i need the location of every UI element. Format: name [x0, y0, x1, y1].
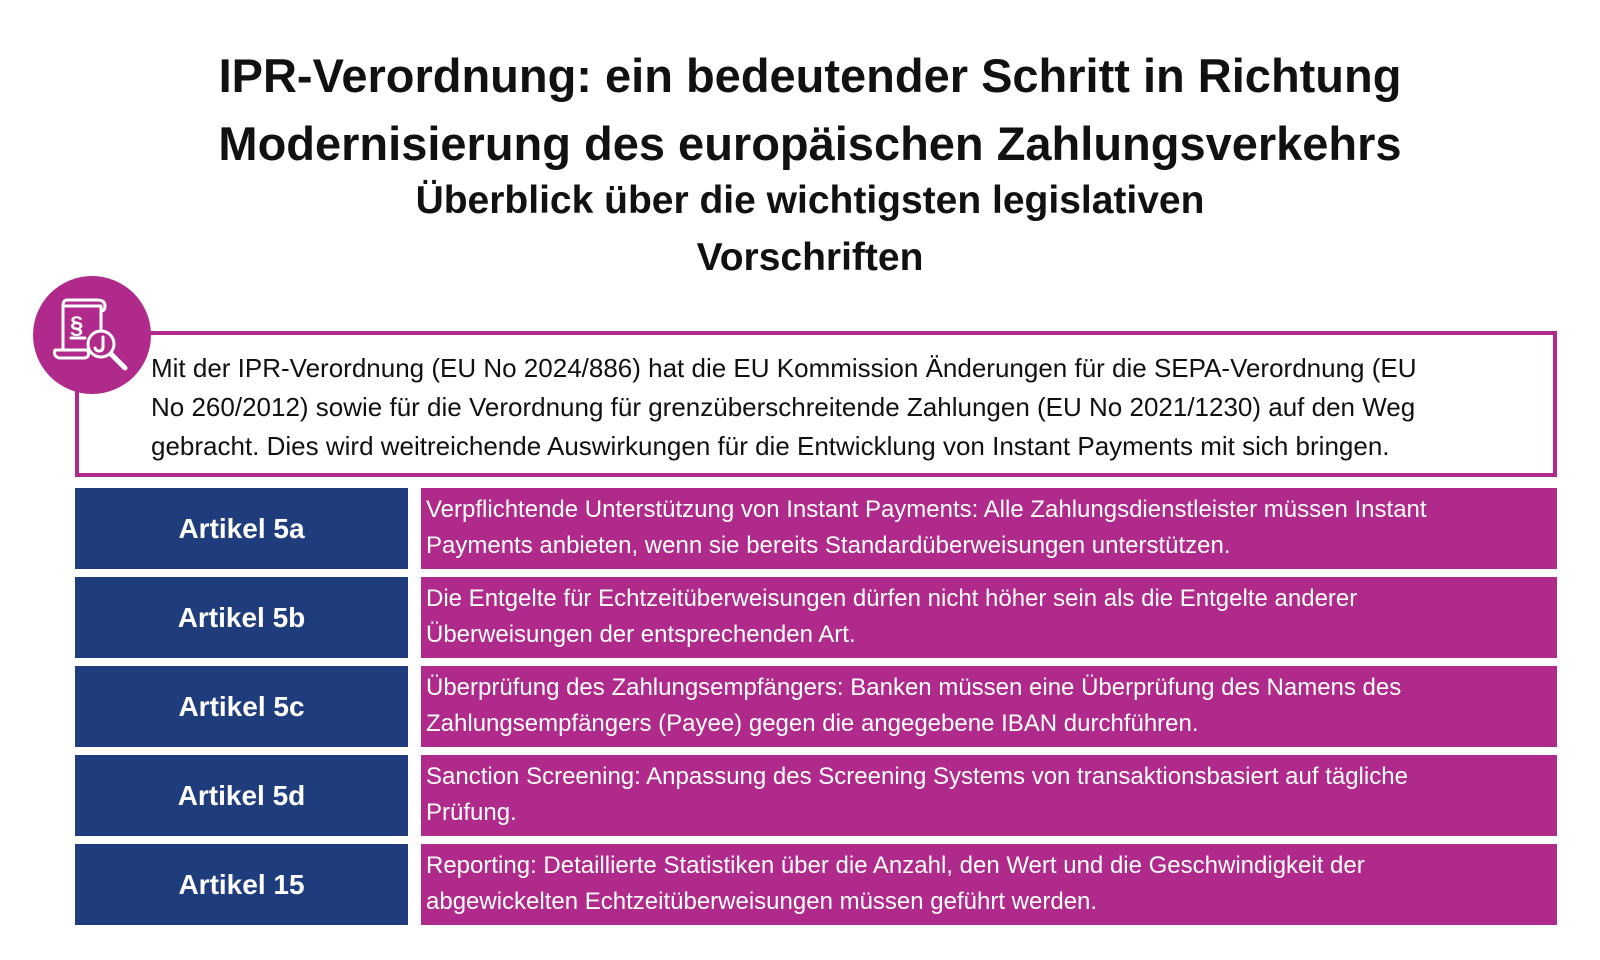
article-description-line: Prüfung.: [426, 799, 517, 826]
article-label: Artikel 5d: [75, 755, 408, 836]
article-description-line: Zahlungsempfängers (Payee) gegen die angegebene IBAN durchführen.: [426, 710, 1199, 737]
article-description-line: Payments anbieten, wenn sie bereits Standardüberweisungen unterstützen.: [426, 532, 1231, 559]
article-description-line: Überweisungen der entsprechenden Art.: [426, 621, 856, 648]
subtitle-line-1: Überblick über die wichtigsten legislativen: [415, 179, 1205, 222]
article-description-line: abgewickelten Echtzeitüberweisungen müssen geführt werden.: [426, 888, 1098, 915]
article-description-line: Sanction Screening: Anpassung des Screening Systems von transaktionsbasiert auf tägliche: [426, 763, 1408, 790]
article-row: [75, 844, 1557, 925]
article-row: [75, 577, 1557, 658]
paragraph-glyph: §: [70, 312, 84, 339]
article-label: Artikel 5c: [75, 666, 408, 747]
intro-line-2: No 260/2012) sowie für die Verordnung für grenzüberschreitende Zahlungen (EU No 2021/1230) auf den Weg: [151, 392, 1416, 422]
article-row: [75, 755, 1557, 836]
intro-line-3: gebracht. Dies wird weitreichende Auswirkungen für die Entwicklung von Instant Payments mit sich bringen.: [151, 431, 1390, 461]
intro-line-1: Mit der IPR-Verordnung (EU No 2024/886) hat die EU Kommission Änderungen für die SEPA-Verordnung (EU: [151, 353, 1417, 383]
article-row: [75, 666, 1557, 747]
articles-list: [75, 488, 1557, 933]
article-label: Artikel 15: [75, 844, 408, 925]
article-label: Artikel 5a: [75, 488, 408, 569]
title-line-1: IPR-Verordnung: ein bedeutender Schritt in Richtung: [218, 49, 1402, 102]
article-description-line: Reporting: Detaillierte Statistiken über die Anzahl, den Wert und die Geschwindigkeit der: [426, 852, 1365, 879]
article-description-line: Überprüfung des Zahlungsempfängers: Banken müssen eine Überprüfung des Namens des: [426, 674, 1402, 701]
article-description-line: Verpflichtende Unterstützung von Instant Payments: Alle Zahlungsdienstleister müssen Instant: [426, 496, 1427, 523]
article-label: Artikel 5b: [75, 577, 408, 658]
article-description: [421, 488, 1557, 569]
legal-document-search-icon: [33, 276, 151, 394]
article-description: [421, 577, 1557, 658]
subtitle-line-2: Vorschriften: [696, 236, 924, 279]
page-subtitle: [300, 172, 1320, 286]
page-title: [100, 42, 1520, 178]
article-description: [421, 844, 1557, 925]
intro-box: [75, 331, 1557, 477]
legal-document-search-icon-graphic: [33, 276, 151, 394]
article-description: [421, 666, 1557, 747]
title-line-2: Modernisierung des europäischen Zahlungsverkehrs: [218, 117, 1402, 170]
article-description: [421, 755, 1557, 836]
article-row: [75, 488, 1557, 569]
article-description-line: Die Entgelte für Echtzeitüberweisungen dürfen nicht höher sein als die Entgelte anderer: [426, 585, 1358, 612]
intro-text: [151, 349, 1551, 466]
